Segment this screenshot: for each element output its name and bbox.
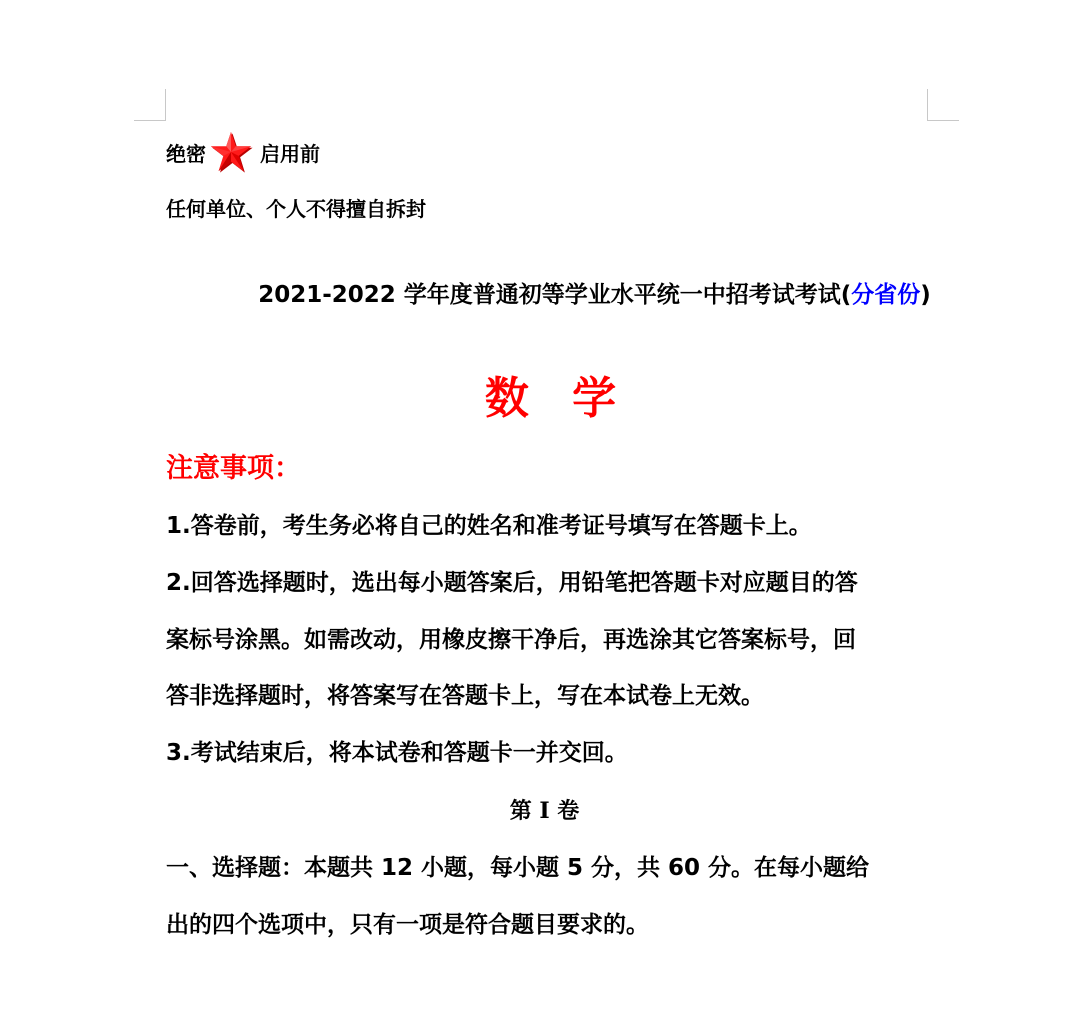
notes-line-3: 案标号涂黑。如需改动，用橡皮擦干净后，再选涂其它答案标号，回 [166,627,856,653]
section-instruction-line-2: 出的四个选项中，只有一项是符合题目要求的。 [166,912,649,938]
notes-heading: 注意事项： [166,453,301,484]
crop-mark-left [134,89,166,121]
subject-title: 数 学 [484,373,631,424]
notes-line-4: 答非选择题时，将答案写在答题卡上，写在本试卷上无效。 [166,683,764,709]
crop-mark-right [927,89,959,121]
notes-line-1: 1.答卷前，考生务必将自己的姓名和准考证号填写在答题卡上。 [166,513,812,539]
red-star-icon [208,128,254,176]
secret-level-line [166,132,320,172]
notes-line-2: 2.回答选择题时，选出每小题答案后，用铅笔把答题卡对应题目的答 [166,570,858,596]
secret-label: 绝密 [166,141,206,166]
before-use-label: 启用前 [260,141,320,166]
exam-title-close-paren: ) [920,282,931,308]
notes-line-5: 3.考试结束后，将本试卷和答题卡一并交回。 [166,740,628,766]
part-heading: 第 I 卷 [509,798,580,824]
confidential-notice: 任何单位、个人不得擅自拆封 [166,197,426,221]
exam-title-highlight: 分省份 [851,282,921,308]
exam-title-main: 2021-2022 学年度普通初等学业水平统一中招考试考试 [258,282,841,308]
exam-title-open-paren: ( [840,282,852,308]
exam-title [0,276,1089,309]
section-instruction-line-1: 一、选择题：本题共 12 小题，每小题 5 分，共 60 分。在每小题给 [166,855,870,881]
